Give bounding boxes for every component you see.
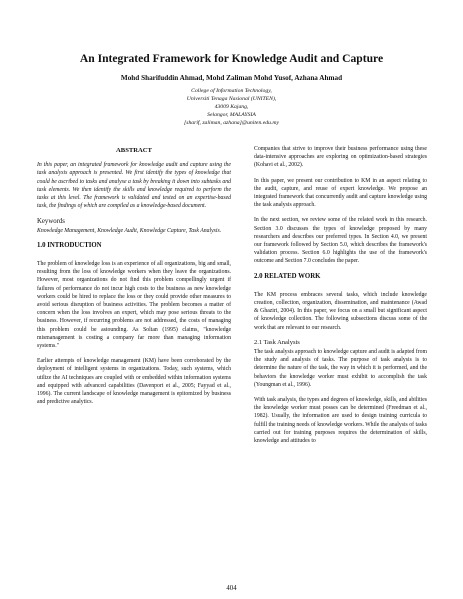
section-heading-introduction: 1.0 INTRODUCTION (37, 241, 102, 249)
body-paragraph: The KM process embraces several tasks, which include knowledge creation, collection, organization, dissemination, and maintenance (Awad & Ghaziri, 2004). In this paper, we focus on a small but significant aspect of knowledge collection. The following subsections discuss some of the work that are relevant to our research. (254, 291, 427, 331)
author-list: Mohd Sharifuddin Ahmad, Mohd Zaliman Mohd Yusof, Azhana Ahmad (120, 74, 343, 82)
affiliation-line: Selangor, MALAYSIA (207, 112, 256, 118)
body-paragraph: The task analysis approach to knowledge capture and audit is adapted from the study and analysis of tasks. The purpose of task analysis is to determine the nature of the task, the way in which it is performed, and the behaviors the knowledge worker must exhibit to accomplish the task (Youngman et al., 1996). (254, 349, 427, 388)
keywords-text: Knowledge Management, Knowledge Audit, Knowledge Capture, Task Analysis. (37, 227, 222, 234)
abstract-heading: ABSTRACT (116, 147, 152, 154)
body-paragraph: Companies that strive to improve their business performance using these data-intensive approaches are exploring on optimization-based strategies (Kohavi et al., 2002). (254, 146, 427, 169)
left-column (37, 145, 231, 413)
page-number: 404 (226, 585, 237, 592)
body-paragraph: Earlier attempts of knowledge management (KM) have been corroborated by the deployment of intelligent systems in organizations. Today, such systems, which utilize the AI techniques are coupled with or embedded within information systems and equipped with advanced capabilities (Davenport et al., 2005; Fayyad et al., 1996). The current landscape of knowledge management is epitomized by business and predictive analytics. (37, 358, 231, 406)
body-paragraph: With task analysis, the types and degrees of knowledge, skills, and abilities the knowledge worker must posses can be determined (Freedman et al., 1982). Usually, the information are used to design training curricula to fulfill the training needs of knowledge workers. While the analysis of tasks carried out for training purposes requires the determination of skills, knowledge and attitudes to (254, 397, 427, 445)
body-paragraph: In this paper, we present our contribution to KM in an aspect relating to the audit, capture, and reuse of expert knowledge. We propose an integrated framework that concurrently audit and capture knowledge using the task analysis approach. (254, 177, 427, 209)
right-column (254, 145, 427, 452)
abstract-text: In this paper, an integrated framework for knowledge audit and capture using the task analysis approach is presented. We first identify the types of knowledge that could be ascribed to tasks and analyse a task by breaking it down into subtasks and task elements. We then identify the skills and knowledge required to perform the tasks at this level. The framework is validated and tested on an expertise-based task, the findings of which are compiled as a knowledge-based document. (37, 162, 231, 210)
paper-title: An Integrated Framework for Knowledge Audit and Capture (79, 52, 384, 65)
affiliation-line: College of Information Technology, (191, 88, 272, 94)
affiliation-block (150, 87, 313, 127)
body-paragraph: In the next section, we review some of the related work in this research. Section 3.0 discusses the types of knowledge proposed by many researchers and describes our preferred types. In Section 4.0, we present our framework followed by Section 5.0, which describes the framework's validation process. Section 6.0 highlights the use of the framework's outcome and Section 7.0 concludes the paper. (254, 217, 427, 265)
subsection-heading-task-analysis: 2.1 Task Analysis (254, 338, 300, 346)
keywords-heading: Keywords (37, 218, 65, 226)
body-paragraph: The problem of knowledge loss is an experience of all organizations, big and small, resulting from the loss of knowledge workers when they leave the organizations. However, most organizations do not find this problem compellingly urgent if failures of performance do not incur high costs to the business as new knowledge workers could be hired to replace the loss or they could provide other measures to avoid serious disruption of business activities. The problem becomes a matter of concern when the loss involves an expert, which may pose serious threats to the business. However, if recurring problems are not addressed, the costs of managing this problem could be astounding. As Soltan (1995) claims, "knowledge mismanagement is costing a company far more than managing information systems." (37, 261, 231, 350)
affiliation-line: 43009 Kajang, (214, 104, 249, 110)
affiliation-line: Universiti Tenaga Nasional (UNITEN), (186, 96, 277, 102)
section-heading-related-work: 2.0 RELATED WORK (254, 272, 321, 280)
affiliation-email: [sharif, zaliman, azhana]@uniten.edu.my (184, 120, 279, 126)
